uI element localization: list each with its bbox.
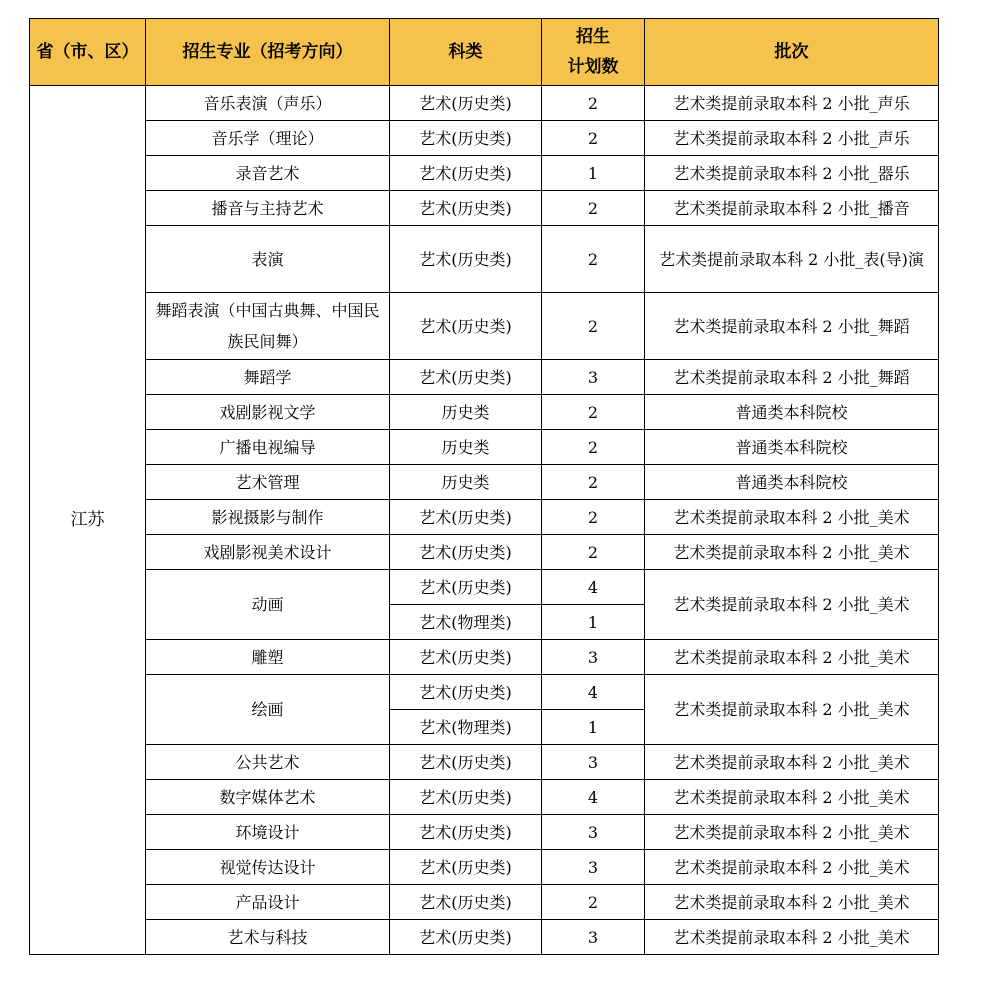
major-cell: 音乐学（理论） bbox=[146, 121, 390, 156]
category-cell: 艺术(历史类) bbox=[390, 885, 542, 920]
header-major: 招生专业（招考方向） bbox=[146, 19, 390, 86]
batch-cell: 艺术类提前录取本科 2 小批_声乐 bbox=[645, 121, 939, 156]
category-cell: 艺术(历史类) bbox=[390, 815, 542, 850]
plan-count-cell: 3 bbox=[542, 850, 645, 885]
major-cell: 雕塑 bbox=[146, 640, 390, 675]
plan-count-cell: 2 bbox=[542, 885, 645, 920]
table-row bbox=[30, 780, 939, 815]
table-row bbox=[30, 121, 939, 156]
category-cell: 艺术(历史类) bbox=[390, 360, 542, 395]
batch-cell: 艺术类提前录取本科 2 小批_美术 bbox=[645, 885, 939, 920]
batch-cell: 普通类本科院校 bbox=[645, 465, 939, 500]
table-body bbox=[30, 86, 939, 955]
batch-cell: 艺术类提前录取本科 2 小批_美术 bbox=[645, 920, 939, 955]
batch-cell: 艺术类提前录取本科 2 小批_表(导)演 bbox=[645, 226, 939, 293]
category-cell: 艺术(历史类) bbox=[390, 293, 542, 360]
category-cell: 艺术(历史类) bbox=[390, 920, 542, 955]
plan-count-cell: 3 bbox=[542, 815, 645, 850]
table-row bbox=[30, 500, 939, 535]
plan-count-cell: 2 bbox=[542, 395, 645, 430]
batch-cell: 艺术类提前录取本科 2 小批_舞蹈 bbox=[645, 360, 939, 395]
major-cell: 绘画 bbox=[146, 675, 390, 745]
admissions-plan-table bbox=[29, 18, 939, 955]
batch-cell: 艺术类提前录取本科 2 小批_美术 bbox=[645, 500, 939, 535]
table-row bbox=[30, 850, 939, 885]
plan-count-cell: 2 bbox=[542, 465, 645, 500]
category-cell: 历史类 bbox=[390, 465, 542, 500]
plan-count-cell: 2 bbox=[542, 121, 645, 156]
plan-count-cell: 2 bbox=[542, 535, 645, 570]
header-plan bbox=[542, 19, 645, 86]
major-cell: 影视摄影与制作 bbox=[146, 500, 390, 535]
table-row bbox=[30, 191, 939, 226]
major-cell: 环境设计 bbox=[146, 815, 390, 850]
category-cell: 艺术(物理类) bbox=[390, 710, 542, 745]
header-plan-line1: 招生 bbox=[576, 27, 610, 47]
plan-count-cell: 3 bbox=[542, 920, 645, 955]
category-cell: 艺术(历史类) bbox=[390, 156, 542, 191]
admissions-table-container bbox=[29, 18, 938, 955]
batch-cell: 艺术类提前录取本科 2 小批_舞蹈 bbox=[645, 293, 939, 360]
category-cell: 艺术(历史类) bbox=[390, 675, 542, 710]
batch-cell: 艺术类提前录取本科 2 小批_美术 bbox=[645, 780, 939, 815]
plan-count-cell: 2 bbox=[542, 500, 645, 535]
table-row bbox=[30, 920, 939, 955]
plan-count-cell: 3 bbox=[542, 745, 645, 780]
plan-count-cell: 2 bbox=[542, 191, 645, 226]
major-cell: 广播电视编导 bbox=[146, 430, 390, 465]
table-row bbox=[30, 885, 939, 920]
major-cell: 戏剧影视文学 bbox=[146, 395, 390, 430]
table-row bbox=[30, 293, 939, 360]
table-row bbox=[30, 86, 939, 121]
major-cell: 产品设计 bbox=[146, 885, 390, 920]
table-row bbox=[30, 815, 939, 850]
batch-cell: 艺术类提前录取本科 2 小批_器乐 bbox=[645, 156, 939, 191]
plan-count-cell: 4 bbox=[542, 780, 645, 815]
batch-cell: 艺术类提前录取本科 2 小批_美术 bbox=[645, 640, 939, 675]
plan-count-cell: 1 bbox=[542, 605, 645, 640]
table-row bbox=[30, 360, 939, 395]
batch-cell: 艺术类提前录取本科 2 小批_美术 bbox=[645, 815, 939, 850]
plan-count-cell: 2 bbox=[542, 430, 645, 465]
plan-count-cell: 4 bbox=[542, 675, 645, 710]
category-cell: 艺术(历史类) bbox=[390, 745, 542, 780]
plan-count-cell: 4 bbox=[542, 570, 645, 605]
major-cell: 艺术与科技 bbox=[146, 920, 390, 955]
major-cell: 数字媒体艺术 bbox=[146, 780, 390, 815]
table-row bbox=[30, 640, 939, 675]
major-cell: 音乐表演（声乐） bbox=[146, 86, 390, 121]
table-row bbox=[30, 465, 939, 500]
category-cell: 艺术(历史类) bbox=[390, 780, 542, 815]
plan-count-cell: 3 bbox=[542, 360, 645, 395]
category-cell: 艺术(历史类) bbox=[390, 226, 542, 293]
table-row bbox=[30, 156, 939, 191]
category-cell: 艺术(历史类) bbox=[390, 535, 542, 570]
major-cell: 公共艺术 bbox=[146, 745, 390, 780]
header-plan-line2: 计划数 bbox=[567, 57, 619, 77]
category-cell: 艺术(历史类) bbox=[390, 191, 542, 226]
table-row bbox=[30, 430, 939, 465]
table-row bbox=[30, 675, 939, 710]
province-cell: 江苏 bbox=[30, 86, 146, 955]
major-cell: 舞蹈学 bbox=[146, 360, 390, 395]
batch-cell: 艺术类提前录取本科 2 小批_美术 bbox=[645, 675, 939, 745]
table-row bbox=[30, 745, 939, 780]
major-cell: 视觉传达设计 bbox=[146, 850, 390, 885]
category-cell: 历史类 bbox=[390, 395, 542, 430]
plan-count-cell: 2 bbox=[542, 293, 645, 360]
plan-count-cell: 2 bbox=[542, 86, 645, 121]
plan-count-cell: 3 bbox=[542, 640, 645, 675]
batch-cell: 艺术类提前录取本科 2 小批_美术 bbox=[645, 745, 939, 780]
category-cell: 艺术(物理类) bbox=[390, 605, 542, 640]
table-header-row bbox=[30, 19, 939, 86]
batch-cell: 艺术类提前录取本科 2 小批_美术 bbox=[645, 535, 939, 570]
major-cell: 舞蹈表演（中国古典舞、中国民族民间舞） bbox=[146, 293, 390, 360]
major-cell: 动画 bbox=[146, 570, 390, 640]
major-cell: 录音艺术 bbox=[146, 156, 390, 191]
category-cell: 艺术(历史类) bbox=[390, 850, 542, 885]
header-province: 省（市、区） bbox=[30, 19, 146, 86]
header-batch: 批次 bbox=[645, 19, 939, 86]
category-cell: 艺术(历史类) bbox=[390, 570, 542, 605]
plan-count-cell: 1 bbox=[542, 156, 645, 191]
major-cell: 表演 bbox=[146, 226, 390, 293]
table-row bbox=[30, 226, 939, 293]
batch-cell: 普通类本科院校 bbox=[645, 395, 939, 430]
plan-count-cell: 2 bbox=[542, 226, 645, 293]
header-category: 科类 bbox=[390, 19, 542, 86]
category-cell: 艺术(历史类) bbox=[390, 86, 542, 121]
major-cell: 播音与主持艺术 bbox=[146, 191, 390, 226]
plan-count-cell: 1 bbox=[542, 710, 645, 745]
category-cell: 艺术(历史类) bbox=[390, 500, 542, 535]
table-row bbox=[30, 570, 939, 605]
category-cell: 艺术(历史类) bbox=[390, 121, 542, 156]
batch-cell: 艺术类提前录取本科 2 小批_声乐 bbox=[645, 86, 939, 121]
category-cell: 历史类 bbox=[390, 430, 542, 465]
batch-cell: 艺术类提前录取本科 2 小批_美术 bbox=[645, 570, 939, 640]
batch-cell: 艺术类提前录取本科 2 小批_播音 bbox=[645, 191, 939, 226]
table-row bbox=[30, 535, 939, 570]
table-row bbox=[30, 395, 939, 430]
major-cell: 艺术管理 bbox=[146, 465, 390, 500]
batch-cell: 普通类本科院校 bbox=[645, 430, 939, 465]
category-cell: 艺术(历史类) bbox=[390, 640, 542, 675]
major-cell: 戏剧影视美术设计 bbox=[146, 535, 390, 570]
batch-cell: 艺术类提前录取本科 2 小批_美术 bbox=[645, 850, 939, 885]
